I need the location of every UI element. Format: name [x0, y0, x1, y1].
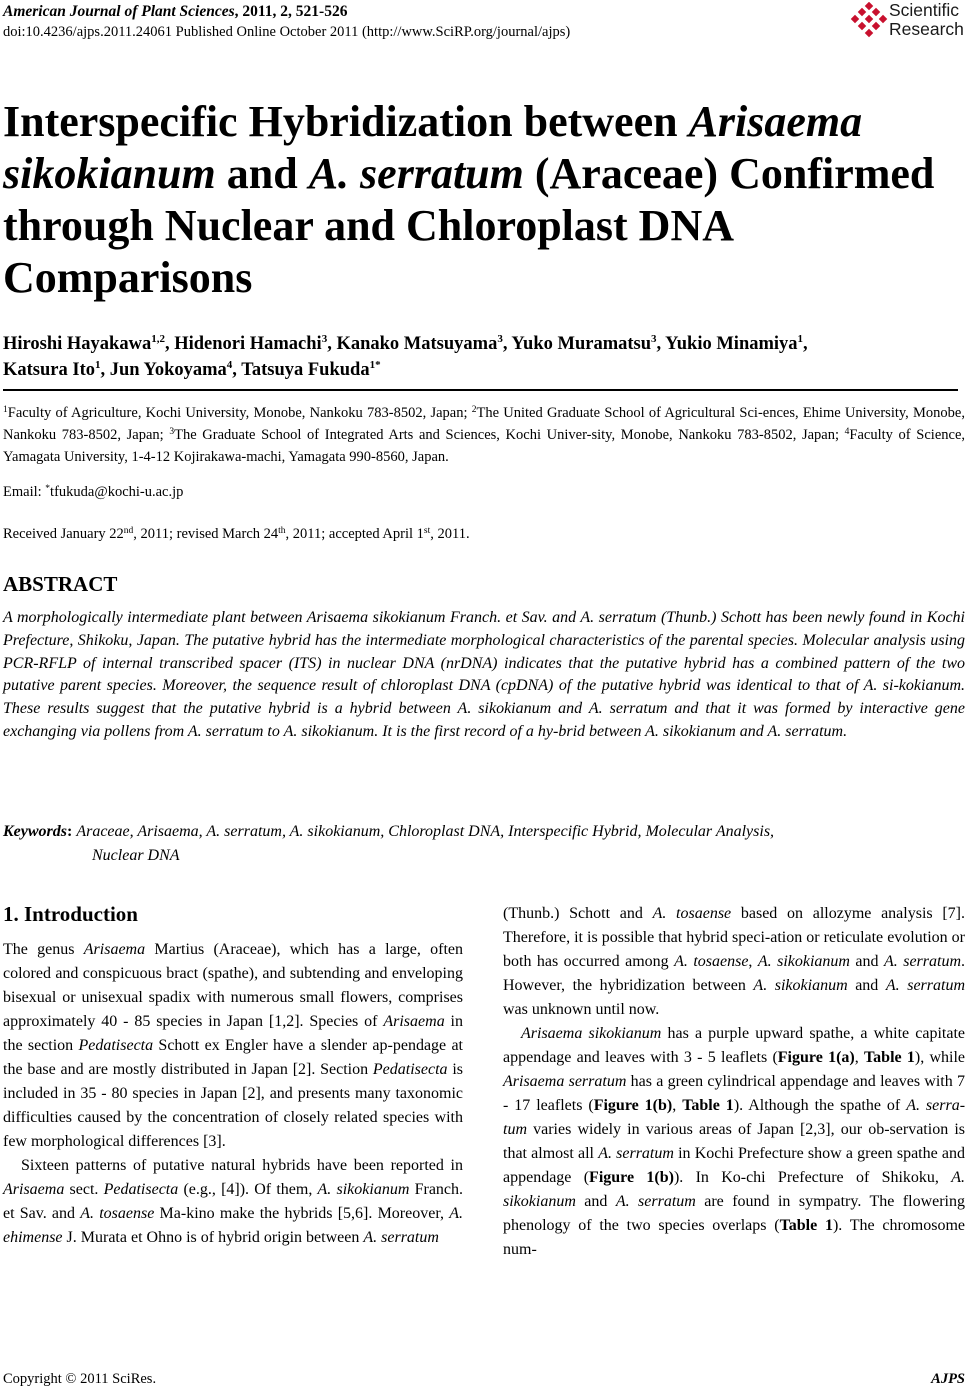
keywords-label: Keywords	[3, 823, 67, 840]
keywords-list: Araceae, Arisaema, A. serratum, A. sikokianum, Chloroplast DNA, Interspecific Hybrid, Molecular Analysis,	[76, 823, 775, 840]
journal-issue: , 2011, 2, 521-526	[234, 3, 348, 20]
paper-title	[3, 96, 963, 304]
text-run: Martius (Araceae), which has a large, often colored and conspicuous bract (spathe), and subtending and enveloping bisexual or unisexual spadix with numerous small flowers, comprises approximately 40 - 85 species in Japan [1,2]. Species of	[3, 941, 464, 1030]
affil-text: The United Graduate School of Agricultural Sci-ences, Ehime University, Monobe, Nankoku 783-8502, Japan;	[3, 405, 965, 443]
text-run: and	[849, 953, 884, 970]
text-run: A. tosaense	[652, 905, 732, 922]
abstract-text	[3, 607, 965, 744]
logo-line-1: Scientific	[889, 0, 960, 20]
affil-number: 2	[471, 405, 477, 415]
author: , Kanako Matsuyama	[327, 334, 498, 354]
date-text: Received January 22	[3, 526, 124, 542]
text-run: Sixteen patterns of putative natural hybrids have been reported in	[21, 1157, 463, 1174]
text-run: ,	[748, 953, 758, 970]
date-text: , 2011; revised March 24	[133, 526, 279, 542]
text-run: in the section	[3, 1013, 463, 1054]
title-part: and	[215, 149, 309, 198]
journal-citation	[3, 2, 347, 21]
affil-text: Faculty of Science, Yamagata University, 1-4-12 Kojirakawa-machi, Yamagata 990-8560, Japan.	[3, 427, 965, 465]
figure-ref[interactable]: Figure 1(b)	[589, 1169, 674, 1186]
keywords	[3, 820, 968, 844]
figure-ref[interactable]: Figure 1(a)	[777, 1049, 855, 1066]
section-heading-introduction: 1. Introduction	[3, 902, 138, 926]
text-run: (e.g., [4]). Of them,	[178, 1181, 318, 1198]
keywords-colon: :	[67, 823, 77, 840]
text-run: A. tosaense	[80, 1205, 155, 1222]
text-run: Schott ex Engler have a slender ap-pendage at the base and are mostly distributed in Japan [2]. Section	[3, 1037, 463, 1078]
text-run: . However, the hybridization between	[503, 953, 966, 994]
date-ordinal: nd	[123, 526, 134, 536]
text-run: has a purple upward spathe, a white capitate appendage and leaves with 3 - 5 leaflets (	[503, 1025, 965, 1066]
text-run: (Thunb.) Schott and	[503, 905, 653, 922]
text-run: is included in 35 - 80 species in Japan [2], and presents many taxonomic difficulties caused by the concentration of closely related species with few morphological differences [3].	[3, 1061, 463, 1150]
author-separator: ,	[803, 334, 808, 354]
table-ref[interactable]: Table 1	[863, 1049, 915, 1066]
author: , Jun Yokoyama	[100, 360, 227, 380]
table-ref[interactable]: Table 1	[682, 1097, 734, 1114]
paragraph	[503, 1022, 965, 1262]
text-run: Pedatisecta	[78, 1037, 154, 1054]
title-part-italic: sikokianum	[3, 149, 216, 198]
text-run: ,	[854, 1049, 864, 1066]
date-ordinal: th	[278, 526, 286, 536]
text-run: has a green cylindrical appendage and leaves with 7 - 17 leaflets (	[503, 1073, 965, 1114]
affil-number: 4	[844, 427, 850, 437]
email-address[interactable]: tfukuda@kochi-u.ac.jp	[50, 484, 184, 500]
text-run: based on allozyme analysis [7]. Therefore, it is possible that hybrid speci-ation or reticulate evolution or both has occurred among	[503, 905, 965, 970]
text-run: Franch. et Sav. and	[3, 1181, 464, 1222]
text-run: Pedatisecta	[103, 1181, 179, 1198]
text-run: Arisaema serratum	[503, 1073, 627, 1090]
text-run: A. serratum	[884, 953, 962, 970]
abstract-heading: ABSTRACT	[3, 572, 118, 596]
text-run: A. serratum	[615, 1193, 696, 1210]
text-run: and	[575, 1193, 616, 1210]
text-run: A. tosaense	[674, 953, 749, 970]
figure-ref[interactable]: Figure 1(b)	[593, 1097, 673, 1114]
text-run: was unknown until now.	[503, 1001, 660, 1018]
corresponding-email	[3, 482, 183, 502]
right-column	[503, 902, 965, 1262]
text-run: A. serratum	[885, 977, 965, 994]
author: Hiroshi Hayakawa	[3, 334, 152, 354]
abstract-part: ) in nuclear DNA (nrDNA) indicates that the putative hybrid has a combined pattern of the two putative parent species. Moreover, the sequence result of chloroplast DNA (cpDNA) of the putative hybrid was identical to that of A. si-kokianum. These results suggest that the putative hybrid is a hybrid between A. sikokianum and A. serratum and that it was formed by interactive gene exchanging via pollens from A. serratum to A. sikokianum. It is the first record of a hy-brid between A. sikokianum and A. serratum.	[3, 654, 966, 740]
publisher-logo-icon	[850, 2, 888, 40]
affil-text: The Graduate School of Integrated Arts and Sciences, Kochi Univer-sity, Monobe, Nankoku 783-8502, Japan;	[174, 427, 845, 443]
text-run: varies widely in various areas of Japan [2,3], our ob-servation is that almost all	[503, 1121, 965, 1162]
abstract-part: ITS	[293, 654, 317, 672]
author-affil-mark: 3	[497, 333, 503, 345]
received-dates	[3, 524, 470, 544]
text-run: ). The chromosome num-	[503, 1217, 966, 1258]
author: , Tatsuya Fukuda	[232, 360, 370, 380]
text-run: ), while	[914, 1049, 965, 1066]
text-run: and	[847, 977, 886, 994]
footer-copyright: Copyright © 2011 SciRes.	[3, 1371, 157, 1387]
author: , Hidenori Hamachi	[164, 334, 322, 354]
text-run: sect.	[64, 1181, 104, 1198]
author: , Yukio Minamiya	[656, 334, 798, 354]
author-affil-mark: 1*	[369, 359, 381, 371]
affil-number: 1	[3, 405, 8, 415]
author-affil-mark: 1	[797, 333, 804, 345]
text-run: ,	[672, 1097, 683, 1114]
author-affil-mark: 4	[226, 359, 233, 371]
email-label: Email:	[3, 484, 46, 500]
text-run: A. sikokianum	[317, 1181, 410, 1198]
header-divider	[3, 389, 958, 391]
affil-number: 3	[169, 427, 175, 437]
title-part-italic: Arisaema	[688, 97, 863, 146]
text-run: in Kochi Prefecture show a green spathe and appendage (	[503, 1145, 965, 1186]
table-ref[interactable]: Table 1	[779, 1217, 833, 1234]
text-run: A. serra-tum	[503, 1097, 966, 1138]
publisher-logo	[850, 1, 968, 41]
text-run: Arisaema	[3, 1181, 65, 1198]
text-run: A. sikokianum	[757, 953, 850, 970]
author: Katsura Ito	[3, 360, 95, 380]
keywords-continued: Nuclear DNA	[92, 847, 180, 864]
left-column	[3, 938, 463, 1250]
text-run: The genus	[3, 941, 84, 958]
email-star: *	[45, 484, 51, 494]
title-part: Interspecific Hybridization between	[3, 97, 689, 146]
paragraph	[3, 1154, 463, 1250]
text-run: A. ehimense	[3, 1205, 464, 1246]
author-list	[3, 331, 968, 383]
text-run: A. sikokianum	[503, 1169, 966, 1210]
date-ordinal: st	[423, 526, 431, 536]
abstract-part: A morphologically intermediate plant between Arisaema sikokianum Franch. et Sav. and A. serratum (Thunb.) Schott has been newly found in Kochi Prefecture, Shikoku, Japan. The putative hybrid has the intermediate morphological characteristics of the parental species. Molecular analysis using PCR-RFLP of internal transcribed spacer (	[3, 609, 965, 672]
text-run: Pedatisecta	[372, 1061, 448, 1078]
affiliations	[3, 402, 965, 468]
author-affil-mark: 3	[321, 333, 328, 345]
paragraph	[503, 902, 965, 1022]
text-run: A. serratum	[363, 1229, 439, 1246]
date-text: , 2011.	[430, 526, 470, 542]
title-part: (Araceae) Confirmed through Nuclear and Chloroplast DNA Comparisons	[3, 149, 935, 302]
text-run: A. serratum	[598, 1145, 674, 1162]
author: , Yuko Muramatsu	[502, 334, 652, 354]
logo-line-2: Research	[889, 19, 964, 39]
footer-journal-abbr: AJPS	[931, 1371, 965, 1387]
text-run: Arisaema	[383, 1013, 445, 1030]
text-run: Arisaema	[83, 941, 146, 958]
publisher-logo-text	[889, 1, 964, 39]
journal-name: American Journal of Plant Sciences	[3, 3, 235, 20]
text-run: are found in sympatry. The flowering phenology of the two species overlaps (	[503, 1193, 965, 1234]
paragraph	[3, 938, 463, 1154]
author-affil-mark: 3	[651, 333, 657, 345]
text-run: Arisaema sikokianum	[521, 1025, 662, 1042]
doi-line: doi:10.4236/ajps.2011.24061 Published Online October 2011 (http://www.SciRP.org/journal/ajps)	[3, 24, 571, 40]
affil-text: Faculty of Agriculture, Kochi University, Monobe, Nankoku 783-8502, Japan;	[7, 405, 472, 421]
text-run: A. sikokianum	[753, 977, 848, 994]
title-part-italic: A. serratum	[308, 149, 524, 198]
text-run: Ma-kino make the hybrids [5,6]. Moreover,	[154, 1205, 450, 1222]
text-run: ). Although the spathe of	[733, 1097, 907, 1114]
author-affil-mark: 1	[95, 359, 101, 371]
text-run: J. Murata et Ohno is of hybrid origin between	[62, 1229, 364, 1246]
author-affil-mark: 1,2	[151, 333, 165, 345]
date-text: , 2011; accepted April 1	[285, 526, 424, 542]
text-run: ). In Ko-chi Prefecture of Shikoku,	[673, 1169, 952, 1186]
